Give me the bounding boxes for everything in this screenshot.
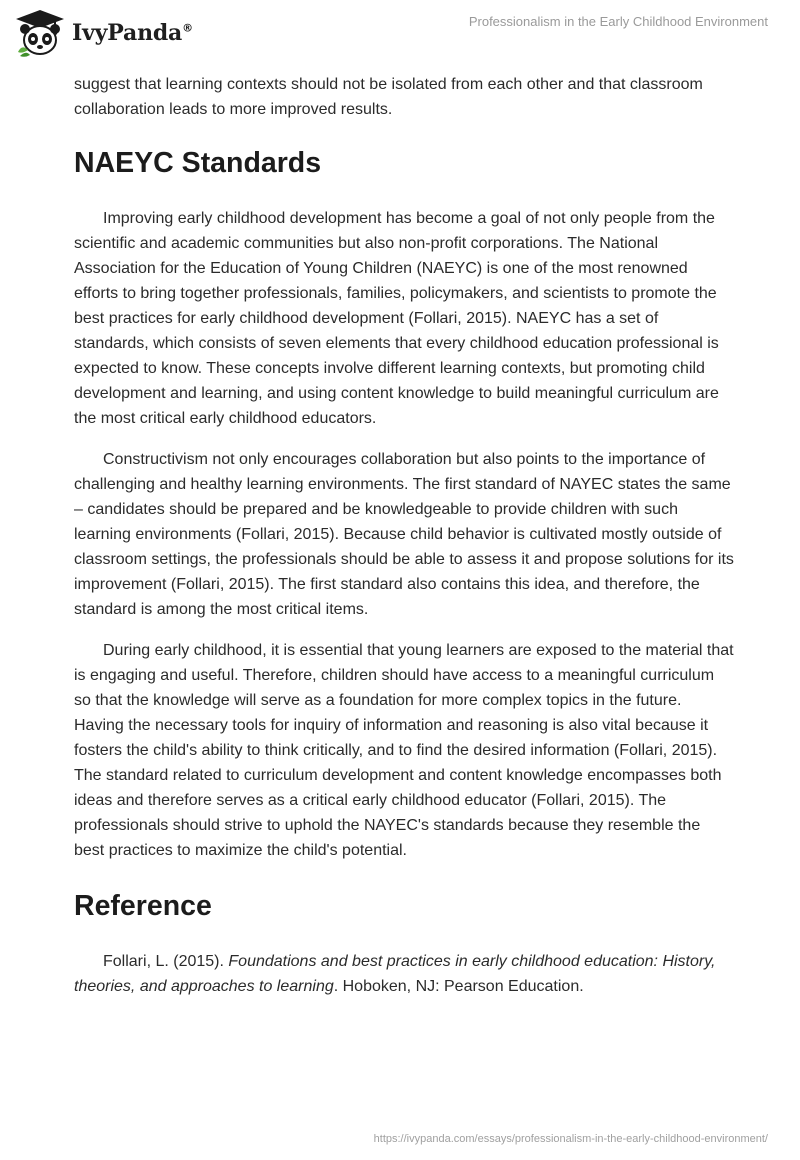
- naeyc-standards-heading: NAEYC Standards: [74, 147, 322, 179]
- intro-continuation-paragraph: suggest that learning contexts should not be isolated from each other and that classroom collaboration leads to more improved results.: [74, 76, 703, 118]
- page-header: [0, 0, 800, 70]
- reference-entry: [74, 949, 734, 999]
- panda-graduate-icon: [14, 8, 66, 58]
- reference-title: Foundations and best practices in early childhood education: History, theories, and approaches to learning: [74, 953, 716, 995]
- reference-publisher: . Hoboken, NJ: Pearson Education.: [333, 978, 584, 995]
- reference-author: Follari, L. (2015).: [103, 953, 229, 970]
- essay-content: [74, 72, 734, 999]
- reference-heading: Reference: [74, 890, 212, 922]
- body-paragraph: During early childhood, it is essential that young learners are exposed to the material that is engaging and useful. Therefore, children should have access to a meaningful curriculum so that the knowledge will serve as a foundation for more complex topics in the future. Having the necessary tools for inquiry of information and reasoning is also vital because it fosters the child's ability to think critically, and to find the desired information (Follari, 2015). The standard related to curriculum development and content knowledge encompasses both ideas and therefore serves as a critical early childhood educator (Follari, 2015). The professionals should strive to uphold the NAYEC's standards because they resemble the best practices to maximize the child's potential.: [74, 642, 734, 859]
- brand-name: IvyPanda®: [72, 20, 193, 46]
- document-title: Professionalism in the Early Childhood Environment: [468, 14, 768, 29]
- body-paragraph: Constructivism not only encourages collaboration but also points to the importance of challenging and healthy learning environments. The first standard of NAYEC states the same – candidates should be prepared and be knowledgeable to provide children with such learning environments (Follari, 2015). Because child behavior is cultivated mostly outside of classroom settings, the professionals should be able to assess it and propose solutions for its improvement (Follari, 2015). The first standard also contains this idea, and therefore, the standard is among the most critical items.: [74, 451, 734, 618]
- ivypanda-logo[interactable]: [14, 8, 193, 58]
- body-paragraph: Improving early childhood development has become a goal of not only people from the scientific and academic communities but also non-profit corporations. The National Association for the Education of Young Children (NAEYC) is one of the most renowned efforts to bring together professionals, families, policymakers, and scientists to promote the best practices for early childhood development (Follari, 2015). NAEYC has a set of standards, which consists of seven elements that every childhood education professional is expected to know. These concepts involve different learning contexts, but promoting child development and learning, and using content knowledge to build meaningful curriculum are the most critical early childhood educators.: [74, 210, 719, 427]
- source-url-link[interactable]: https://ivypanda.com/essays/professionalism-in-the-early-childhood-environment/: [373, 1133, 768, 1145]
